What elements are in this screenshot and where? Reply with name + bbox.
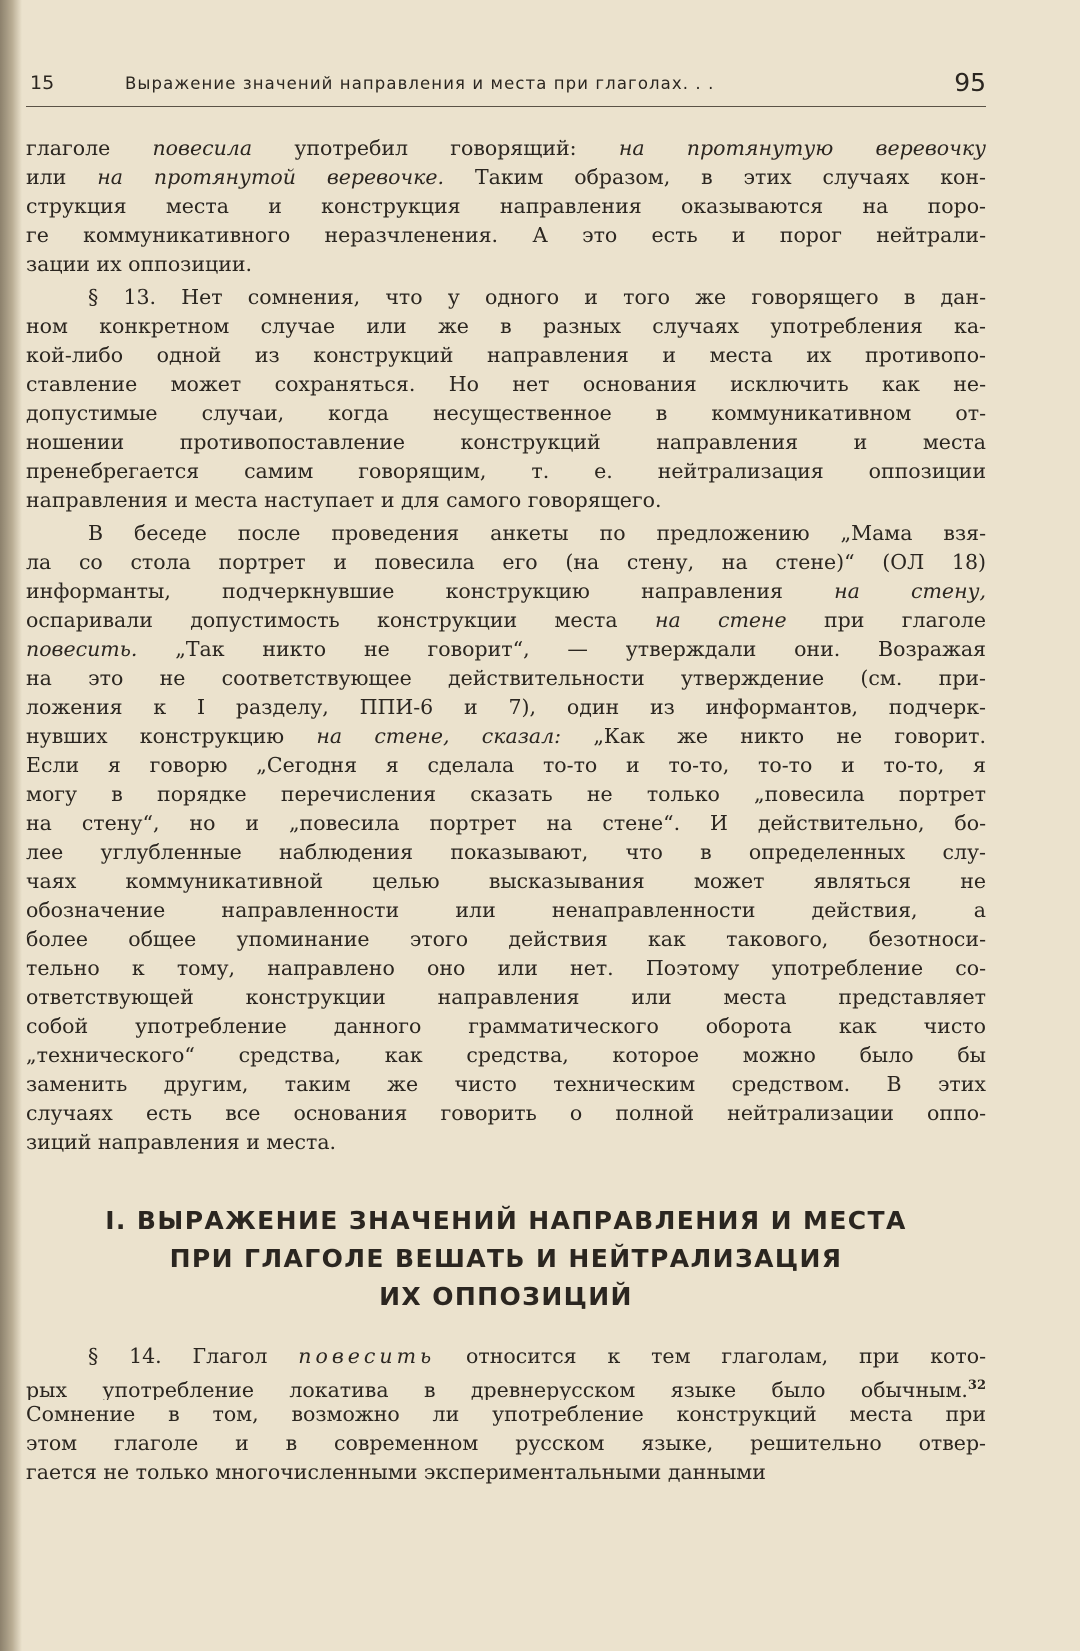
text-line xyxy=(26,1128,986,1157)
page-number: 95 xyxy=(954,68,986,97)
text-run: нувших конструкцию xyxy=(26,724,317,748)
italic-term: повесить xyxy=(298,1344,436,1368)
text-line xyxy=(26,983,986,1012)
text-line xyxy=(26,399,986,428)
text-run: Если я говорю „Сегодня я сделала то-то и то-то, то-то и то-то, я xyxy=(26,753,986,777)
text-line xyxy=(26,457,986,486)
paragraph-3 xyxy=(26,519,986,1157)
text-run: зации их оппозиции. xyxy=(26,252,253,276)
text-line xyxy=(26,925,986,954)
text-line xyxy=(26,809,986,838)
text-run: ложения к I разделу, ППИ-6 и 7), один из информантов, подчерк- xyxy=(26,695,986,719)
heading-line-1: I. ВЫРАЖЕНИЕ ЗНАЧЕНИЙ НАПРАВЛЕНИЯ И МЕСТА xyxy=(105,1206,907,1235)
text-run: могу в порядке перечисления сказать не только „повесила портрет xyxy=(26,782,986,806)
text-line xyxy=(26,780,986,809)
text-run: пренебрегается самим говорящим, т. е. нейтрализация оппозиции xyxy=(26,459,986,483)
text-line xyxy=(26,1041,986,1070)
text-line xyxy=(26,1342,986,1371)
text-run: ношении противопоставление конструкций направления и места xyxy=(26,430,986,454)
italic-term: повесила xyxy=(152,136,253,160)
text-run: Сомнение в том, возможно ли употребление конструкций места при xyxy=(26,1402,986,1426)
text-line xyxy=(26,519,986,548)
text-run: глаголе xyxy=(26,136,153,160)
text-run: употребил говорящий: xyxy=(252,136,619,160)
text-run: лее углубленные наблюдения показывают, что в определенных слу- xyxy=(26,840,986,864)
italic-term: на протянутую веревочку xyxy=(618,136,986,160)
scan-edge xyxy=(0,0,22,1651)
text-line xyxy=(26,1099,986,1128)
text-line xyxy=(26,722,986,751)
italic-term: на протянутой веревочке. xyxy=(97,165,445,189)
text-line xyxy=(26,1458,986,1487)
text-run: собой употребление данного грамматического оборота как чисто xyxy=(26,1014,986,1038)
text-run: заменить другим, таким же чисто техническим средством. В этих xyxy=(26,1072,986,1096)
text-run: информанты, подчеркнувшие конструкцию направления xyxy=(26,579,835,603)
text-line xyxy=(26,548,986,577)
text-run: направления и места наступает и для самого говорящего. xyxy=(26,488,662,512)
text-run: ла со стола портрет и повесила его (на стену, на стене)“ (ОЛ 18) xyxy=(26,550,986,574)
text-run: гается не только многочисленными экспериментальными данными xyxy=(26,1460,766,1484)
text-run: рых употребление локатива в древнерусском языке было обычным. xyxy=(26,1377,968,1400)
italic-term: на стене, сказал: xyxy=(316,724,562,748)
text-run: „технического“ средства, как средства, которое можно было бы xyxy=(26,1043,986,1067)
text-line xyxy=(26,896,986,925)
text-line xyxy=(26,428,986,457)
italic-term: повесить. xyxy=(26,637,138,661)
text-line xyxy=(26,1429,986,1458)
footnote-marker: 32 xyxy=(967,1378,986,1393)
text-line xyxy=(26,221,986,250)
text-run: при глаголе xyxy=(786,608,986,632)
text-line xyxy=(26,954,986,983)
text-line xyxy=(26,693,986,722)
text-run: ставление может сохраняться. Но нет основания исключить как не- xyxy=(26,372,986,396)
running-title: Выражение значений направления и места при глаголах. . . xyxy=(125,74,715,93)
page-header xyxy=(26,66,986,107)
text-line xyxy=(26,577,986,606)
text-line xyxy=(26,838,986,867)
text-run: „Так никто не говорит“, — утверждали они. Возражая xyxy=(137,637,986,661)
section-number: 15 xyxy=(30,72,55,94)
text-line xyxy=(26,606,986,635)
text-line xyxy=(26,1400,986,1429)
text-line xyxy=(26,250,986,279)
text-run: на стену“, но и „повесила портрет на стене“. И действительно, бо- xyxy=(26,811,986,835)
text-line xyxy=(26,1012,986,1041)
text-run: „Как же никто не говорит. xyxy=(561,724,986,748)
text-line xyxy=(26,163,986,192)
text-line xyxy=(26,751,986,780)
text-run: § 13. Нет сомнения, что у одного и того же говорящего в дан- xyxy=(88,285,986,309)
heading-line-2: ПРИ ГЛАГОЛЕ ВЕШАТЬ И НЕЙТРАЛИЗАЦИЯ xyxy=(169,1244,843,1273)
text-run: относится к тем глаголам, при кото- xyxy=(435,1344,986,1368)
text-run: обозначение направленности или ненаправленности действия, а xyxy=(26,898,986,922)
text-line xyxy=(26,1371,986,1400)
text-run: тельно к тому, направлено оно или нет. Поэтому употребление со- xyxy=(26,956,986,980)
text-run: § 14. Глагол xyxy=(88,1344,299,1368)
text-line xyxy=(26,635,986,664)
text-line xyxy=(26,192,986,221)
italic-term: на стене xyxy=(654,608,787,632)
text-line xyxy=(26,312,986,341)
text-run: на это не соответствующее действительности утверждение (см. при- xyxy=(26,666,986,690)
text-line xyxy=(26,867,986,896)
text-run: струкция места и конструкция направления оказываются на поро- xyxy=(26,194,986,218)
paragraph-1 xyxy=(26,134,986,279)
text-run: ответствующей конструкции направления или места представляет xyxy=(26,985,986,1009)
text-run: или xyxy=(26,165,98,189)
text-run: ге коммуникативного неразчленения. А это есть и порог нейтрали- xyxy=(26,223,986,247)
text-run: кой-либо одной из конструкций направления и места их противопо- xyxy=(26,343,986,367)
text-line xyxy=(26,664,986,693)
text-run: ном конкретном случае или же в разных случаях употребления ка- xyxy=(26,314,986,338)
text-run: оспаривали допустимость конструкции места xyxy=(26,608,655,632)
italic-term: на стену, xyxy=(834,579,986,603)
text-run: В беседе после проведения анкеты по предложению „Мама взя- xyxy=(88,521,986,545)
text-line xyxy=(26,1070,986,1099)
section-heading xyxy=(26,1202,986,1316)
page-body xyxy=(26,134,986,1487)
text-run: зиций направления и места. xyxy=(26,1130,337,1154)
paragraph-2 xyxy=(26,283,986,515)
text-run: допустимые случаи, когда несущественное в коммуникативном от- xyxy=(26,401,986,425)
text-run: этом глаголе и в современном русском языке, решительно отвер- xyxy=(26,1431,986,1455)
text-line xyxy=(26,283,986,312)
text-line xyxy=(26,341,986,370)
heading-line-3: ИХ ОППОЗИЦИЙ xyxy=(379,1282,633,1311)
text-line xyxy=(26,370,986,399)
text-run: более общее упоминание этого действия как такового, безотноси- xyxy=(26,927,986,951)
text-line xyxy=(26,486,986,515)
text-run: случаях есть все основания говорить о полной нейтрализации оппо- xyxy=(26,1101,986,1125)
text-run: Таким образом, в этих случаях кон- xyxy=(444,165,986,189)
text-line xyxy=(26,134,986,163)
paragraph-4 xyxy=(26,1342,986,1487)
text-run: чаях коммуникативной целью высказывания может являться не xyxy=(26,869,986,893)
